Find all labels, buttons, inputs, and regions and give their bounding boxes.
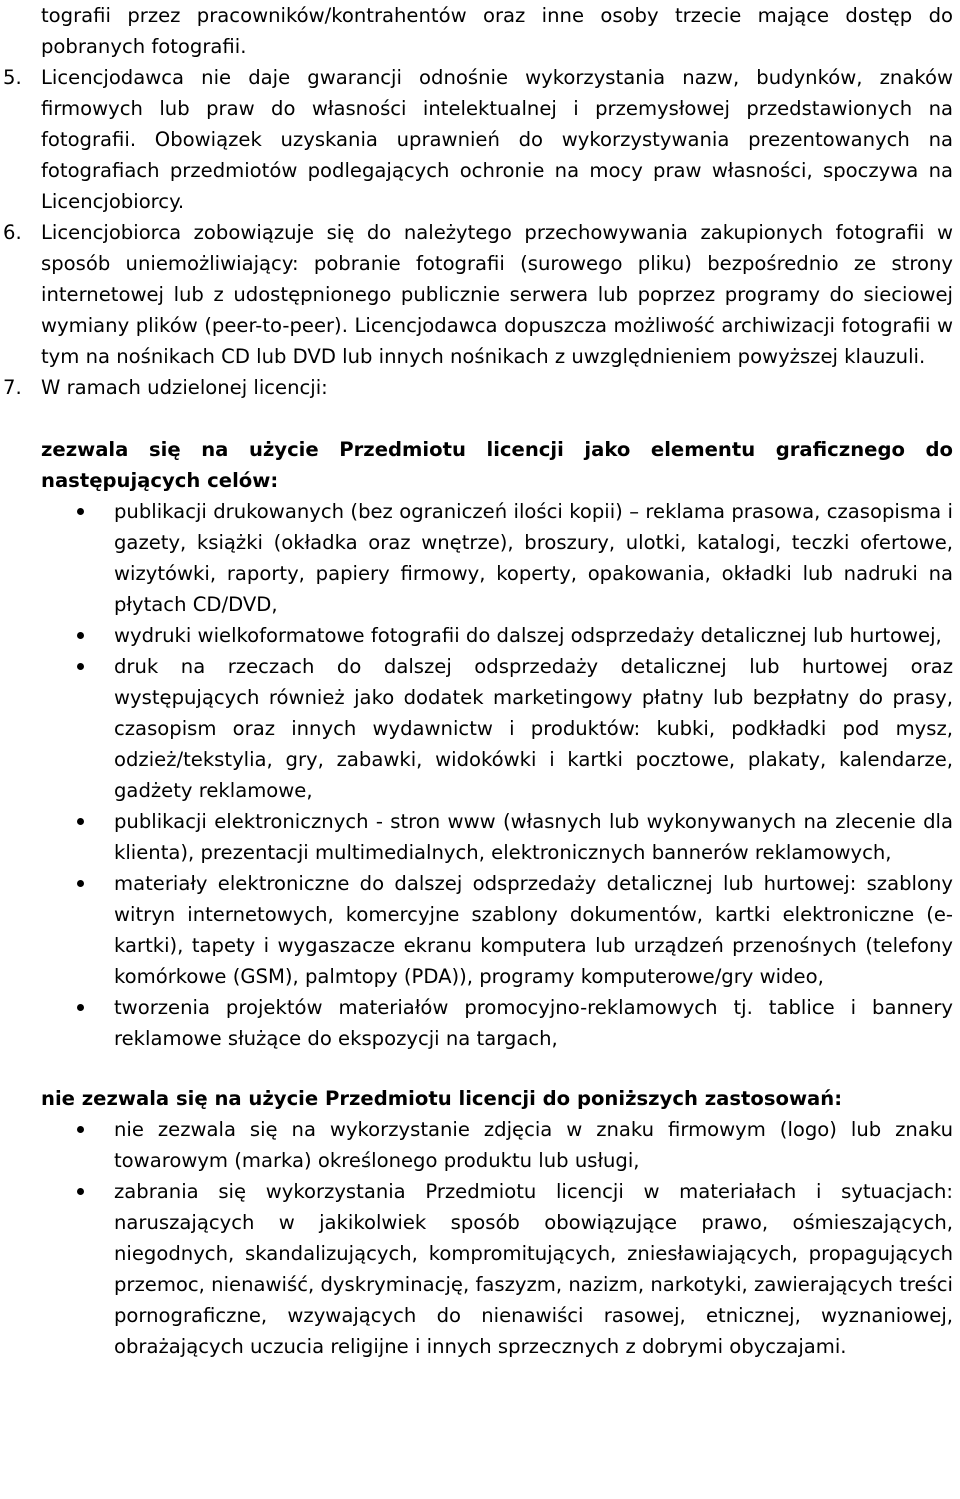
item-number: 6.	[3, 221, 22, 244]
list-item: tworzenia projektów materiałów promocyjno-reklamowych tj. tablice i bannery reklamowe służące do ekspozycji na targach,	[41, 992, 953, 1054]
numbered-item-5	[3, 62, 953, 217]
item-text: Licencjodawca nie daje gwarancji odnośnie wykorzystania nazw, budynków, znaków firmowych lub praw do własności intelektualnej i przemysłowej przedstawionych na fotografii. Obowiązek uzyskania uprawnień do wykorzystywania prezentowanych na fotografiach przedmiotów podlegających ochronie na mocy praw własności, spoczywa na Licencjobiorcy.	[41, 66, 953, 213]
list-item: druk na rzeczach do dalszej odsprzedaży detalicznej lub hurtowej oraz występujących również jako dodatek marketingowy płatny lub bezpłatny do prasy, czasopism oraz innych wydawnictw i produktów: kubki, podkładki pod mysz, odzież/tekstylia, gry, zabawki, widokówki i kartki pocztowe, plakaty, kalendarze, gadżety reklamowe,	[41, 651, 953, 806]
bullet-icon	[77, 1126, 84, 1133]
bullet-icon	[77, 632, 84, 639]
forbidden-uses-heading: nie zezwala się na użycie Przedmiotu licencji do poniższych zastosowań:	[41, 1087, 843, 1110]
list-item: wydruki wielkoformatowe fotografii do dalszej odsprzedaży detalicznej lub hurtowej,	[41, 620, 953, 651]
item-number: 7.	[3, 376, 22, 399]
spacer	[41, 403, 953, 434]
forbidden-uses-list	[41, 1114, 953, 1362]
allowed-uses-heading: zezwala się na użycie Przedmiotu licencji jako elementu graficznego do następujących celów:	[41, 438, 953, 492]
list-item: nie zezwala się na wykorzystanie zdjęcia w znaku firmowym (logo) lub znaku towarowym (marka) określonego produktu lub usługi,	[41, 1114, 953, 1176]
spacer	[41, 1054, 953, 1083]
numbered-item-7	[3, 372, 953, 403]
bullet-icon	[77, 818, 84, 825]
intro-continuation: tografii przez pracowników/kontrahentów oraz inne osoby trzecie mające dostęp do pobranych fotografii.	[41, 4, 953, 58]
list-item: publikacji elektronicznych - stron www (własnych lub wykonywanych na zlecenie dla klienta), prezentacji multimedialnych, elektronicznych bannerów reklamowych,	[41, 806, 953, 868]
bullet-icon	[77, 508, 84, 515]
list-item: publikacji drukowanych (bez ograniczeń ilości kopii) – reklama prasowa, czasopisma i gazety, książki (okładka oraz wnętrze), broszury, ulotki, katalogi, teczki ofertowe, wizytówki, raporty, papiery firmowy, koperty, opakowania, okładki lub nadruki na płytach CD/DVD,	[41, 496, 953, 620]
bullet-icon	[77, 1004, 84, 1011]
item-number: 5.	[3, 66, 22, 89]
bullet-icon	[77, 1188, 84, 1195]
allowed-uses-list	[41, 496, 953, 1054]
bullet-icon	[77, 880, 84, 887]
list-item: materiały elektroniczne do dalszej odsprzedaży detalicznej lub hurtowej: szablony witryn internetowych, komercyjne szablony dokumentów, kartki elektroniczne (e-kartki), tapety i wygaszacze ekranu komputera lub urządzeń przenośnych (telefony komórkowe (GSM), palmtopy (PDA)), programy komputerowe/gry wideo,	[41, 868, 953, 992]
item-text: Licencjobiorca zobowiązuje się do należytego przechowywania zakupionych fotografii w sposób uniemożliwiający: pobranie fotografii (surowego pliku) bezpośrednio ze strony internetowej lub z udostępnionego publicznie serwera lub poprzez programy do sieciowej wymiany plików (peer-to-peer). Licencjodawca dopuszcza możliwość archiwizacji fotografii w tym na nośnikach CD lub DVD lub innych nośnikach z uwzględnieniem powyższej klauzuli.	[41, 221, 953, 368]
numbered-item-6	[3, 217, 953, 372]
list-item: zabrania się wykorzystania Przedmiotu licencji w materiałach i sytuacjach: naruszających w jakikolwiek sposób obowiązujące prawo, ośmieszających, niegodnych, skandalizujących, kompromitujących, zniesławiających, propagujących przemoc, nienawiść, dyskryminację, faszyzm, nazizm, narkotyki, zawierających treści pornograficzne, wzywających do nienawiści rasowej, etnicznej, wyznaniowej, obrażających uczucia religijne i innych sprzecznych z dobrymi obyczajami.	[41, 1176, 953, 1362]
item-text: W ramach udzielonej licencji:	[41, 376, 328, 399]
bullet-icon	[77, 663, 84, 670]
